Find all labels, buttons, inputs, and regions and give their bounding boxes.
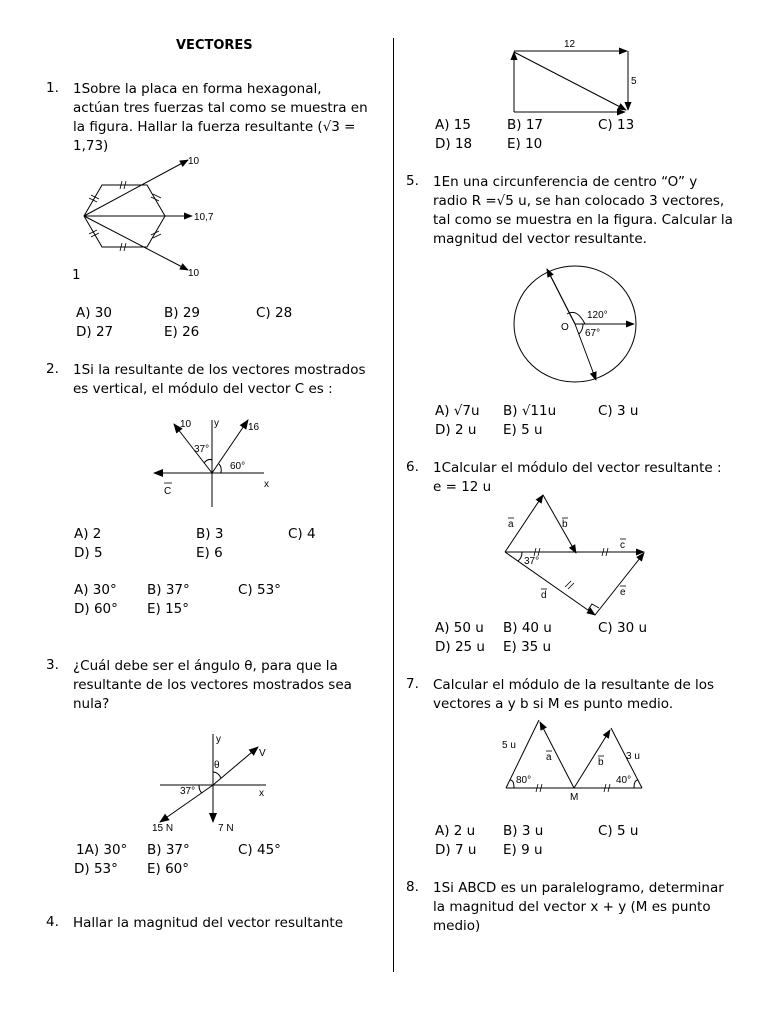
vector-b-label: b (562, 519, 568, 530)
side-5u-label: 5 u (502, 740, 516, 751)
q3-option-a[interactable]: 1A) 30° (76, 842, 128, 858)
q1-option-c[interactable]: C) 28 (256, 305, 293, 321)
q5-option-d[interactable]: D) 2 u (435, 422, 477, 438)
q5-option-c[interactable]: C) 3 u (598, 403, 639, 419)
q3-option-c[interactable]: C) 45° (238, 842, 281, 858)
question-5-number: 5. (406, 173, 419, 189)
vector-10-label: 10 (180, 419, 192, 430)
q7-option-c[interactable]: C) 5 u (598, 823, 639, 839)
question-1-number: 1. (46, 80, 59, 96)
q3-option-b[interactable]: B) 37° (147, 842, 190, 858)
midpoint-m-label: M (570, 792, 579, 803)
width-12-label: 12 (564, 39, 576, 50)
force-bottom-label: 10 (188, 268, 200, 279)
figure-caption-mark: 1 (72, 267, 81, 283)
vectors-c-figure (150, 412, 280, 522)
vector-e-label: e (620, 587, 626, 598)
page-title: VECTORES (176, 38, 253, 53)
vector-v-label: V (259, 748, 266, 759)
q4-option-c[interactable]: C) 13 (598, 117, 635, 133)
vector-a-label: a (508, 519, 514, 530)
question-7-number: 7. (406, 676, 419, 692)
q4-option-b[interactable]: B) 17 (507, 117, 543, 133)
force-7n-label: 7 N (218, 823, 234, 834)
question-8-number: 8. (406, 879, 419, 895)
q5-option-a[interactable]: A) √7u (435, 403, 480, 419)
q1-option-d[interactable]: D) 27 (76, 324, 114, 340)
q1-option-b[interactable]: B) 29 (164, 305, 200, 321)
q1-option-a[interactable]: A) 30 (76, 305, 112, 321)
q7-option-a[interactable]: A) 2 u (435, 823, 476, 839)
q3-option-d[interactable]: D) 53° (74, 861, 118, 877)
q2-option-c[interactable]: C) 4 (288, 526, 316, 542)
vector-16-label: 16 (248, 422, 260, 433)
height-5-label: 5 (631, 76, 637, 87)
theta-vectors-figure (148, 730, 278, 840)
theta-angle-label: θ (214, 760, 220, 771)
q2b-option-c[interactable]: C) 53° (238, 582, 281, 598)
question-2-number: 2. (46, 361, 59, 377)
q6-option-e[interactable]: E) 35 u (503, 639, 552, 655)
hexagon-forces-figure (70, 150, 240, 280)
angle-40-label: 40° (616, 775, 632, 786)
question-8-text: 1Si ABCD es un paralelogramo, determinar la magnitud del vector x + y (M es punto medio) (433, 880, 724, 934)
q6-option-c[interactable]: C) 30 u (598, 620, 648, 636)
y-axis-label: y (216, 734, 221, 745)
q2-option-e[interactable]: E) 6 (196, 545, 223, 561)
q2-option-b[interactable]: B) 3 (196, 526, 224, 542)
angle-37-label: 37° (524, 556, 540, 567)
vector-b-label: b (598, 757, 604, 768)
q2-option-a[interactable]: A) 2 (74, 526, 102, 542)
q6-option-a[interactable]: A) 50 u (435, 620, 484, 636)
question-5-text: 1En una circunferencia de centro “O” y radio R =√5 u, se han colocado 3 vectores, tal como se muestra en la figura. Calcular la magnitud del vector resultante. (433, 174, 733, 247)
rectangle-vectors-figure (504, 36, 644, 118)
y-axis-label: y (214, 418, 219, 429)
question-1-text: 1Sobre la placa en forma hexagonal, actúan tres fuerzas tal como se muestra en la figura. Hallar la fuerza resultante (√3 = 1,73) (73, 81, 368, 154)
q3-option-e[interactable]: E) 60° (147, 861, 190, 877)
q2-option-d[interactable]: D) 5 (74, 545, 103, 561)
q2b-option-d[interactable]: D) 60° (74, 601, 118, 617)
question-3-number: 3. (46, 657, 59, 673)
question-6-text: 1Calcular el módulo del vector resultante : e = 12 u (433, 460, 722, 495)
question-3-text: ¿Cuál debe ser el ángulo θ, para que la resultante de los vectores mostrados sea nula? (73, 658, 352, 712)
q2b-option-a[interactable]: A) 30° (74, 582, 117, 598)
x-axis-label: x (259, 788, 264, 799)
q2b-option-e[interactable]: E) 15° (147, 601, 190, 617)
vector-d-label: d (541, 590, 547, 601)
q1-option-e[interactable]: E) 26 (164, 324, 200, 340)
angle-60-label: 60° (230, 461, 246, 472)
question-4-text: Hallar la magnitud del vector resultante (73, 915, 344, 931)
q7-option-b[interactable]: B) 3 u (503, 823, 544, 839)
angle-80-label: 80° (516, 775, 532, 786)
column-divider (393, 38, 394, 972)
q6-option-b[interactable]: B) 40 u (503, 620, 552, 636)
q5-option-b[interactable]: B) √11u (503, 403, 557, 419)
side-3u-label: 3 u (626, 751, 640, 762)
question-4-number: 4. (46, 914, 59, 930)
polygon-vectors-figure (500, 490, 650, 618)
vector-c-label: c (620, 540, 625, 551)
vector-a-label: a (546, 752, 552, 763)
q2b-option-b[interactable]: B) 37° (147, 582, 190, 598)
angle-37-label: 37° (194, 444, 210, 455)
q4-option-e[interactable]: E) 10 (507, 136, 543, 152)
angle-37-label: 37° (180, 786, 196, 797)
x-axis-label: x (264, 479, 269, 490)
q6-option-d[interactable]: D) 25 u (435, 639, 485, 655)
q4-option-d[interactable]: D) 18 (435, 136, 473, 152)
angle-67-label: 67° (585, 328, 601, 339)
center-o-label: O (561, 322, 569, 333)
question-2-text: 1Si la resultante de los vectores mostrados es vertical, el módulo del vector C es : (73, 362, 366, 397)
vector-c-label: C (164, 486, 172, 497)
q5-option-e[interactable]: E) 5 u (503, 422, 543, 438)
triangles-midpoint-figure (498, 716, 650, 808)
force-top-label: 10 (188, 156, 200, 167)
force-mid-label: 10,7 (194, 212, 214, 223)
question-7-text: Calcular el módulo de la resultante de los vectores a y b si M es punto medio. (433, 677, 715, 712)
force-15n-label: 15 N (152, 823, 174, 834)
q4-option-a[interactable]: A) 15 (435, 117, 471, 133)
q7-option-d[interactable]: D) 7 u (435, 842, 477, 858)
question-6-number: 6. (406, 459, 419, 475)
q7-option-e[interactable]: E) 9 u (503, 842, 543, 858)
angle-120-label: 120° (587, 310, 608, 321)
circle-vectors-figure (505, 262, 645, 388)
